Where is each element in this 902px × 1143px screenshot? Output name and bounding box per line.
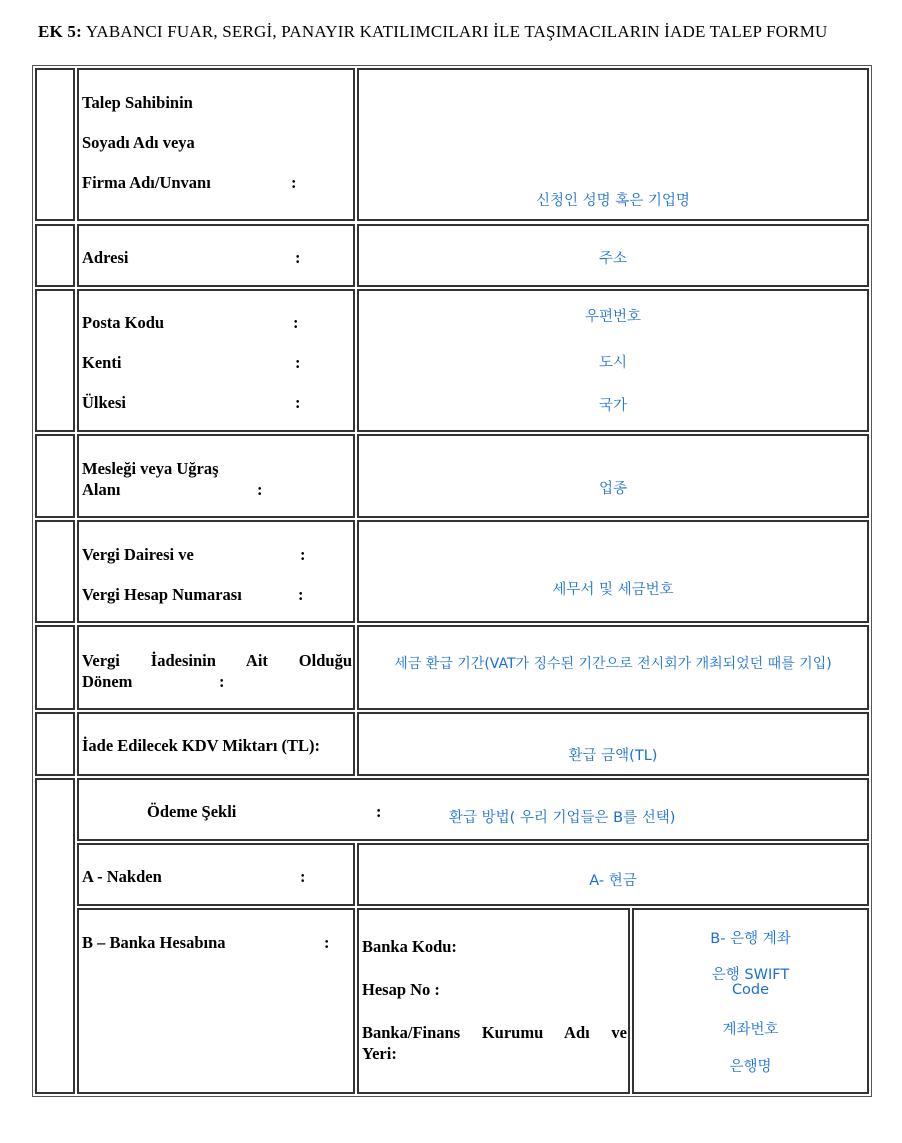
form-title-prefix: EK 5: [38,22,82,41]
payment-method-label: Ödeme Şekli [147,802,237,821]
payment-method-colon: : [376,802,382,821]
row-address-label-cell [77,224,355,287]
cash-korean-note: A- 현금 [589,873,637,889]
row-profession-label-cell [77,434,355,518]
applicant-label-line1: Talep Sahibinin [82,93,193,112]
bank-account-korean-note: B- 은행 계좌 [710,931,791,947]
country-label: Ülkesi [82,393,127,412]
row-payment-index-cell [35,778,75,1094]
period-colon: : [219,672,225,691]
row-profession-index-cell [35,434,75,518]
row-postal-value-cell [357,289,869,432]
row-profession-value-cell [357,434,869,518]
row-period-value-cell [357,625,869,710]
row-period-label-cell [77,625,355,710]
form-title-text: YABANCI FUAR, SERGİ, PANAYIR KATILIMCILARI İLE TAŞIMACILARIN İADE TALEP FORMU [85,22,828,41]
postal-code-colon: : [293,313,299,332]
row-tax-value-cell [357,520,869,623]
country-korean-note: 국가 [598,398,627,414]
profession-korean-note: 업종 [598,481,627,497]
bank-code-label: Banka Kodu: [362,937,457,956]
row-address-index-cell [35,224,75,287]
row-amount-index-cell [35,712,75,776]
row-tax-label-cell [77,520,355,623]
row-postal-index-cell [35,289,75,432]
payment-method-korean-note: 환급 방법( 우리 기업들은 B를 선택) [449,810,676,826]
applicant-label-line3: Firma Adı/Unvanı [82,173,211,192]
tax-office-colon: : [300,545,306,564]
tax-number-label: Vergi Hesap Numarası [82,585,242,604]
city-korean-note: 도시 [598,355,627,371]
period-korean-note: 세금 환급 기간(VAT가 징수된 기간으로 전시회가 개최되었던 때를 기입) [394,656,832,672]
cash-label: A - Nakden [82,867,162,886]
bank-korean-cell [632,908,869,1094]
bank-swift-code-note: Code [731,982,770,998]
applicant-korean-note: 신청인 성명 혹은 기업명 [536,193,690,209]
row-applicant-label-cell [77,68,355,221]
account-number-label: Hesap No : [362,980,440,999]
tax-office-label: Vergi Dairesi ve [82,545,194,564]
amount-korean-note: 환급 금액(TL) [568,748,658,764]
bank-transfer-colon: : [324,933,330,952]
applicant-label-line2: Soyadı Adı veya [82,133,195,152]
postal-code-label: Posta Kodu [82,313,165,332]
tax-korean-note: 세무서 및 세금번호 [552,582,674,598]
profession-label-line2: Alanı [82,480,121,499]
period-label-line2: Dönem [82,672,133,691]
address-label: Adresi [82,248,129,267]
city-label: Kenti [82,353,122,372]
applicant-colon: : [291,173,297,192]
profession-colon: : [257,480,263,499]
cash-label-cell [77,843,355,906]
profession-label-line1: Mesleği veya Uğraş [82,459,219,478]
row-amount-label-cell [77,712,355,776]
city-colon: : [295,353,301,372]
postal-code-korean-note: 우편번호 [584,309,642,325]
bank-label-cell [77,908,355,1094]
account-number-korean-note: 계좌번호 [722,1022,779,1038]
tax-number-colon: : [298,585,304,604]
bank-name-label-line1: Banka/Finans Kurumu Adı ve [362,1023,627,1042]
bank-name-korean-note: 은행명 [729,1059,772,1075]
bank-name-label-line2: Yeri: [362,1044,397,1063]
cash-value-cell [357,843,869,906]
period-label-line1: Vergi İadesinin Ait Olduğu [82,651,352,670]
cash-colon: : [300,867,306,886]
bank-transfer-label: B – Banka Hesabına [82,933,226,952]
row-tax-index-cell [35,520,75,623]
row-address-value-cell [357,224,869,287]
row-period-index-cell [35,625,75,710]
country-colon: : [295,393,301,412]
form-title [38,22,874,41]
bank-fields-cell [357,908,630,1094]
row-applicant-index-cell [35,68,75,221]
bank-swift-korean-note: 은행 SWIFT [711,967,790,983]
address-korean-note: 주소 [598,251,627,267]
payment-method-cell [77,778,869,841]
row-amount-value-cell [357,712,869,776]
address-colon: : [295,248,301,267]
row-postal-label-cell [77,289,355,432]
amount-label: İade Edilecek KDV Miktarı (TL): [82,736,321,755]
row-applicant-value-cell [357,68,869,221]
